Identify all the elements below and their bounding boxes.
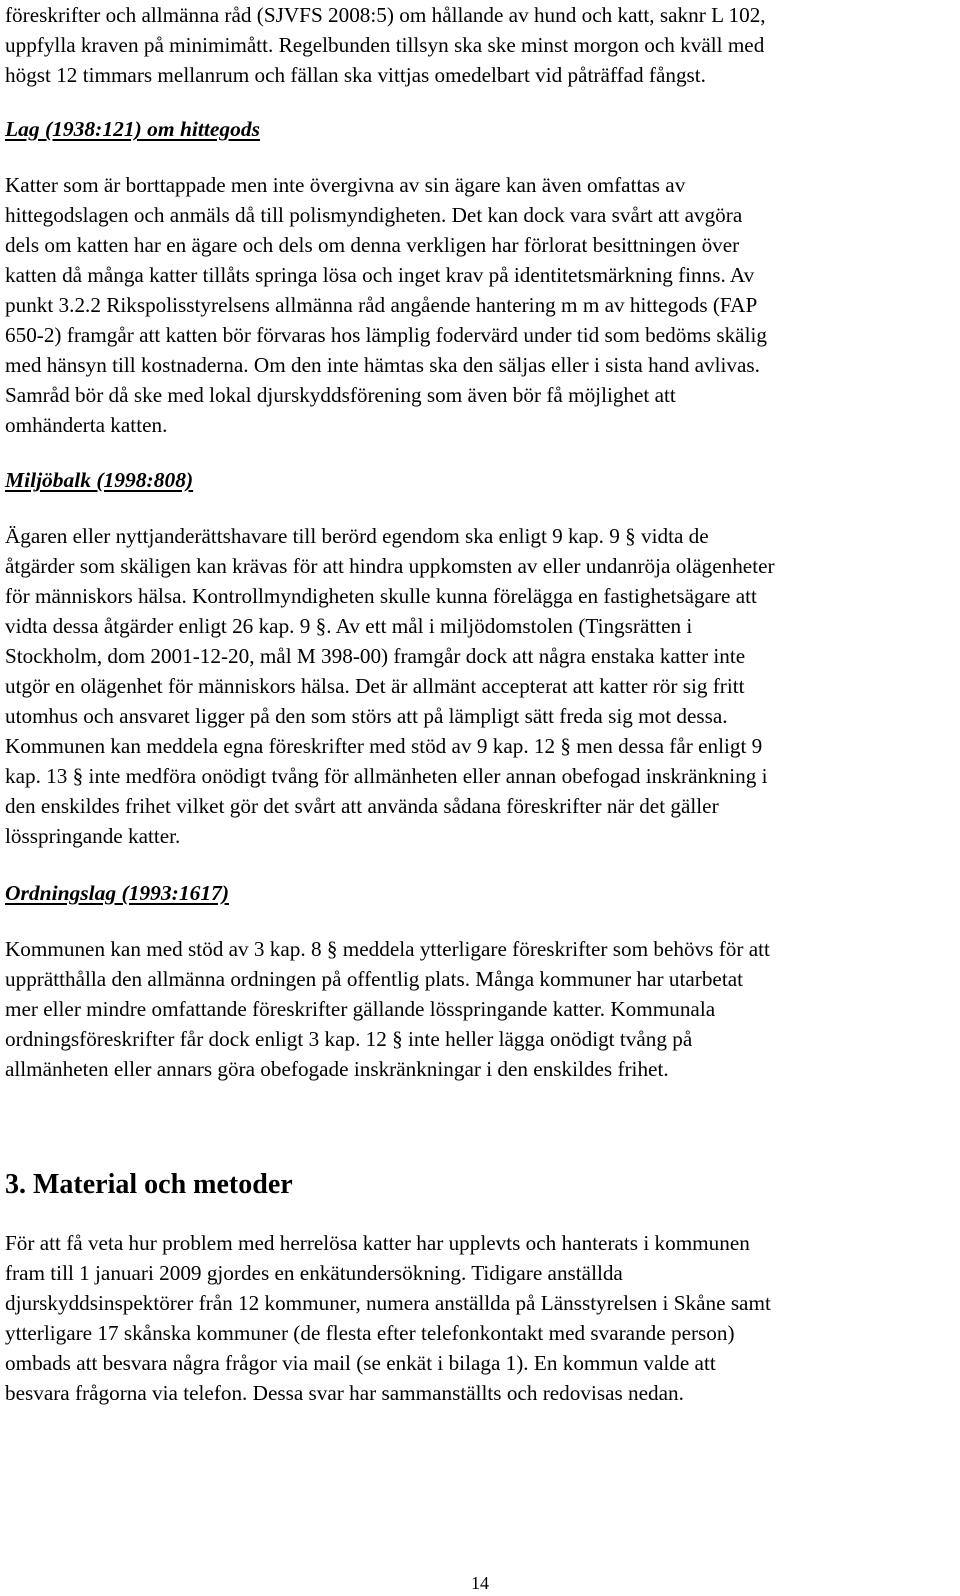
heading-ordningslag: Ordningslag (1993:1617) bbox=[5, 881, 229, 905]
paragraph-miljobalk: Ägaren eller nyttjanderättshavare till berörd egendom ska enligt 9 kap. 9 § vidta de åtgärder som skäligen kan krävas för att hindra uppkomsten av eller undanröja olägenheter för människors hälsa. Kontrollmyndigheten skulle kunna förelägga en fastighetsägare att vidta dessa åtgärder enligt 26 kap. 9 §. Av ett mål i miljödomstolen (Tingsrätten i Stockholm, dom 2001-12-20, mål M 398-00) framgår dock att några enstaka katter inte utgör en olägenhet för människors hälsa. Det är allmänt accepterat att katter rör sig fritt utomhus och ansvaret ligger på den som störs att på lämpligt sätt freda sig mot dessa. Kommunen kan meddela egna föreskrifter med stöd av 9 kap. 12 § men dessa får enligt 9 kap. 13 § inte medföra onödigt tvång för allmänheten eller annan obefogad inskränkning i den enskildes frihet vilket gör det svårt att använda sådana föreskrifter när det gäller lösspringande katter. bbox=[5, 524, 775, 848]
paragraph-hittegods: Katter som är borttappade men inte övergivna av sin ägare kan även omfattas av hittegodslagen och anmäls då till polismyndigheten. Det kan dock vara svårt att avgöra dels om katten har en ägare och dels om denna verkligen har förlorat besittningen över katten då många katter tillåts springa lösa och inget krav på identitetsmärkning finns. Av punkt 3.2.2 Rikspolisstyrelsens allmänna råd angående hantering m m av hittegods (FAP 650-2) framgår att katten bör förvaras hos lämplig fodervärd under tid som bedöms skälig med hänsyn till kostnaderna. Om den inte hämtas ska den säljas eller i sista hand avlivas. Samråd bör då ske med lokal djurskyddsförening som även bör få möjlighet att omhänderta katten. bbox=[5, 173, 767, 437]
page-number: 14 bbox=[471, 1573, 489, 1593]
section-heading-material-metoder: 3. Material och metoder bbox=[5, 1169, 293, 1200]
intro-paragraph: föreskrifter och allmänna råd (SJVFS 2008:5) om hållande av hund och katt, saknr L 102, uppfylla kraven på minimimått. Regelbunden tillsyn ska ske minst morgon och kväll med högst 12 timmars mellanrum och fällan ska vittjas omedelbart vid påträffad fångst. bbox=[5, 3, 766, 87]
paragraph-material-metoder: För att få veta hur problem med herrelösa katter har upplevts och hanterats i kommunen fram till 1 januari 2009 gjordes en enkätundersökning. Tidigare anställda djurskyddsinspektörer från 12 kommuner, numera anställda på Länsstyrelsen i Skåne samt ytterligare 17 skånska kommuner (de flesta efter telefonkontakt med svarande person) ombads att besvara några frågor via mail (se enkät i bilaga 1). En kommun valde att besvara frågorna via telefon. Dessa svar har sammanställts och redovisas nedan. bbox=[5, 1231, 771, 1405]
heading-lag-hittegods: Lag (1938:121) om hittegods bbox=[5, 117, 260, 141]
paragraph-ordningslag: Kommunen kan med stöd av 3 kap. 8 § meddela ytterligare föreskrifter som behövs för att upprätthålla den allmänna ordningen på offentlig plats. Många kommuner har utarbetat mer eller mindre omfattande föreskrifter gällande lösspringande katter. Kommunala ordningsföreskrifter får dock enligt 3 kap. 12 § inte heller lägga onödigt tvång på allmänheten eller annars göra obefogade inskränkningar i den enskildes frihet. bbox=[5, 937, 770, 1081]
heading-miljobalk: Miljöbalk (1998:808) bbox=[5, 468, 194, 492]
